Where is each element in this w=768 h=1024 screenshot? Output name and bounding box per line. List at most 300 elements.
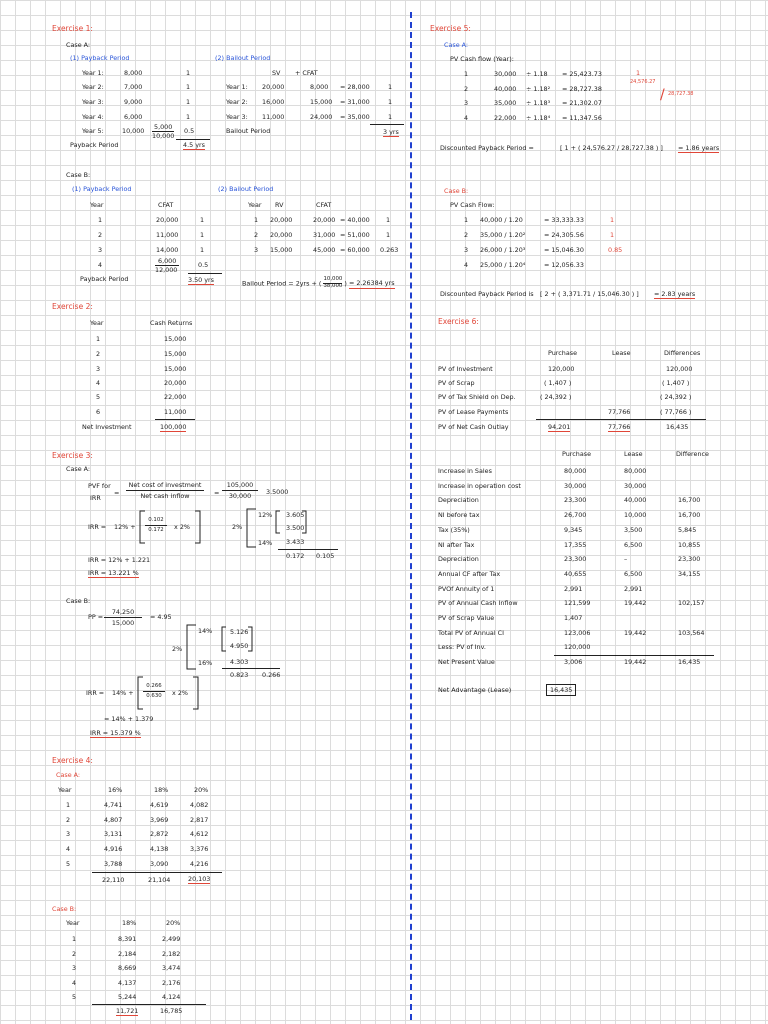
ex5-a-amount: 22,000 xyxy=(494,114,517,122)
ex6-t1-purchase: 120,000 xyxy=(548,365,575,373)
ex1-b-bail-result: = 2.26384 yrs xyxy=(348,279,395,288)
ex6-t1-lease: 77,766 xyxy=(608,408,631,416)
ex2-header-year: Year xyxy=(90,319,104,327)
ex4-a-cell: 4,612 xyxy=(190,830,209,838)
ex6-t2-lease: 19,442 xyxy=(624,599,647,607)
ex5-a-year: 2 xyxy=(464,85,469,93)
page-divider xyxy=(410,12,412,1020)
ex5-a-dpp-label: Discounted Payback Period = xyxy=(440,144,534,152)
ex3-b-rate: 16% xyxy=(198,659,213,667)
ex6-t1-lease: 77,766 xyxy=(608,423,631,431)
ex1-b-portion: 1 xyxy=(200,231,205,239)
ex3-a-rate-two: 2% xyxy=(232,523,243,531)
ex6-t2-label: Depreciation xyxy=(438,496,479,504)
ex6-t2-lease: 2,991 xyxy=(624,585,643,593)
ex3-b-pv-value: 4.303 xyxy=(230,658,249,666)
ex1-a-row-portion: 1 xyxy=(186,69,191,77)
ex6-t1-diff: 120,000 xyxy=(666,365,693,373)
ex3-a-frac2-den: 30,000 xyxy=(228,492,252,500)
ex3-a-irr-num: 0.102 xyxy=(148,517,164,523)
ex6-t2-label: Less: PV of Inv. xyxy=(438,643,486,651)
ex1-b-year: 3 xyxy=(98,246,103,254)
ex6-t2-lease: 19,442 xyxy=(624,658,647,666)
ex1-a-bail-row-label: Year 1: xyxy=(226,83,248,91)
ex3-a-diff: 0.172 xyxy=(286,552,305,560)
ex6-t2-lease: 6,500 xyxy=(624,570,643,578)
ex6-t2-diff: 34,155 xyxy=(678,570,701,578)
ex1-a-bail-cf: 15,000 xyxy=(310,98,333,106)
ex1-b-bail-formula-b: ) xyxy=(344,279,347,288)
ex1-a-row-value: 10,000 xyxy=(122,127,145,135)
ex1-b-bail-cfat: 31,000 xyxy=(313,231,336,239)
ex1-a-row-portion: 1 xyxy=(186,98,191,106)
ex4-case-a-label: Case A: xyxy=(56,771,81,779)
ex3-b-bracket-right xyxy=(192,676,200,710)
ex3-b-irr-den: 0.630 xyxy=(146,693,162,699)
ex4-a-cell: 4,082 xyxy=(190,801,209,809)
ex6-t2-purchase: 26,700 xyxy=(564,511,587,519)
ex5-b-pv: = 15,046.30 xyxy=(544,246,584,254)
ex4-b-cell: 8,669 xyxy=(118,964,137,972)
ex6-t2-label: Depreciation xyxy=(438,555,479,563)
ex6-t1-label: PV of Scrap xyxy=(438,379,475,387)
ex5-a-pv: = 28,727.38 xyxy=(562,85,602,93)
ex6-t2-purchase: 30,000 xyxy=(564,482,587,490)
ex5-b-year: 2 xyxy=(464,231,469,239)
ex5-case-a-label: Case A: xyxy=(444,41,469,49)
ex6-t2-purchase: 121,599 xyxy=(564,599,591,607)
ex6-t1-header: Lease xyxy=(612,349,631,357)
ex4-a-year: 4 xyxy=(66,845,71,853)
ex6-adv-label: Net Advantage (Lease) xyxy=(438,686,512,694)
ex1-b-header-year: Year xyxy=(90,201,104,209)
ex3-a-irr-tail: x 2% xyxy=(174,523,190,531)
ex4-a-year: 2 xyxy=(66,816,71,824)
ex3-a-bracket-right xyxy=(194,510,202,544)
ex1-a-row-value: 7,000 xyxy=(124,83,143,91)
ex1-b-bail-portion: 0.263 xyxy=(380,246,399,254)
ex6-t2-label: PV of Annual Cash Inflow xyxy=(438,599,518,607)
ex4-title: Exercise 4: xyxy=(52,756,93,765)
ex5-b-mark: 1 xyxy=(610,231,615,239)
ex6-t1-header: Differences xyxy=(664,349,701,357)
ex4-b-header: 20% xyxy=(166,919,181,927)
ex3-a-frac2-num: 105,000 xyxy=(226,481,254,489)
ex1-b-bail-header-cfat: CFAT xyxy=(316,201,332,209)
ex6-t2-diff: 102,157 xyxy=(678,599,705,607)
ex5-a-year: 1 xyxy=(464,70,469,78)
ex1-a-row-portion: 0.5 xyxy=(184,127,195,135)
ex1-b-bail-total: = 60,000 xyxy=(340,246,370,254)
ex3-b-irr-num: 0.266 xyxy=(146,683,162,689)
ex2-header-cash: Cash Returns xyxy=(150,319,193,327)
ex2-year: 2 xyxy=(96,350,101,358)
ex4-a-cell: 3,969 xyxy=(150,816,169,824)
ex1-a-bail-row-label: Year 3: xyxy=(226,113,248,121)
ex1-a-bail-sv: 20,000 xyxy=(262,83,285,91)
ex4-b-header: Year xyxy=(66,919,80,927)
ex3-b-diff: 0.266 xyxy=(262,671,281,679)
ex1-a-payback-heading: (1) Payback Period xyxy=(70,54,130,62)
ex6-t2-header: Purchase xyxy=(562,450,592,458)
ex4-b-cell: 2,182 xyxy=(162,950,181,958)
ex3-a-diff: 0.105 xyxy=(316,552,335,560)
ex1-a-bail-portion: 1 xyxy=(388,113,393,121)
ex6-t1-label: PV of Net Cash Outlay xyxy=(438,423,509,431)
ex2-year: 4 xyxy=(96,379,101,387)
ex4-case-b-label: Case B: xyxy=(52,905,77,913)
ex4-b-total: 16,785 xyxy=(160,1007,183,1015)
ex1-b-bail-cfat: 45,000 xyxy=(313,246,336,254)
ex5-b-year: 3 xyxy=(464,246,469,254)
ex5-a-amount: 40,000 xyxy=(494,85,517,93)
ex3-a-irr-base: 12% + xyxy=(114,523,136,531)
ex3-a-irr-line1: IRR = 12% + 1.221 xyxy=(88,556,151,564)
ex2-title: Exercise 2: xyxy=(52,302,93,311)
ex3-case-b-label: Case B: xyxy=(66,597,91,605)
ex6-t2-purchase: 123,006 xyxy=(564,629,591,637)
ex2-net-value: 100,000 xyxy=(160,423,187,431)
ex5-b-pv: = 12,056.33 xyxy=(544,261,584,269)
ex1-b-bail-rv: 20,000 xyxy=(270,231,293,239)
ex6-t2-total-rule xyxy=(554,655,714,656)
ex3-b-pp-num: 74,250 xyxy=(111,608,135,616)
ex3-a-rate: 14% xyxy=(258,539,273,547)
ex5-b-dpp-label: Discounted Payback Period is xyxy=(440,290,534,298)
ex6-t2-label: Total PV of Annual CI xyxy=(438,629,504,637)
ex1-b-portion: 1 xyxy=(200,246,205,254)
ex1-b-bail-formula-den: 38,000 xyxy=(323,282,343,289)
ex1-a-bail-portion: 1 xyxy=(388,83,393,91)
ex3-b-pv-value: 4.950 xyxy=(230,642,249,650)
ex4-b-cell: 4,137 xyxy=(118,979,137,987)
ex4-b-total: 11,721 xyxy=(116,1007,139,1015)
ex1-b-bail-header-year: Year xyxy=(248,201,262,209)
ex3-title: Exercise 3: xyxy=(52,451,93,460)
ex3-b-irr-line1: = 14% + 1.379 xyxy=(104,715,154,723)
ex6-title: Exercise 6: xyxy=(438,317,479,326)
ex3-a-frac1-num: Net cost of investment xyxy=(128,481,202,489)
ex4-a-cell: 2,872 xyxy=(150,830,169,838)
ex3-a-pv-value: 3.500 xyxy=(286,524,305,532)
ex6-t2-label: Annual CF after Tax xyxy=(438,570,501,578)
ex4-b-year: 1 xyxy=(72,935,77,943)
ex6-t2-purchase: 1,407 xyxy=(564,614,583,622)
ex4-b-year: 2 xyxy=(72,950,77,958)
ex1-b-bail-total: = 40,000 xyxy=(340,216,370,224)
ex1-b-header-cfat: CFAT xyxy=(158,201,174,209)
ex5-a-mark: 1 xyxy=(636,69,641,77)
ex1-a-bailout-heading: (2) Bailout Period xyxy=(215,54,271,62)
ex5-a-dpp-formula: [ 1 + ( 24,576.27 / 28,727.38 ) ] xyxy=(560,144,663,152)
ex5-a-year: 3 xyxy=(464,99,469,107)
ex3-a-result: 3.5000 xyxy=(266,488,289,496)
ex1-b-frac-numerator: 6,000 xyxy=(158,257,177,265)
ex5-a-pv: = 11,347.56 xyxy=(562,114,602,122)
ex5-a-divisor: ÷ 1.18 xyxy=(526,70,548,78)
ex5-case-b-label: Case B: xyxy=(444,187,469,195)
ex3-b-bracket-left xyxy=(136,676,144,710)
ex1-title: Exercise 1: xyxy=(52,24,93,33)
ex3-a-frac1-den: Net cash inflow xyxy=(140,492,190,500)
ex1-a-row-portion: 1 xyxy=(186,83,191,91)
ex1-b-bailout-heading: (2) Bailout Period xyxy=(218,185,274,193)
ex5-b-heading: PV Cash Flow: xyxy=(450,201,495,209)
ex4-a-header: 20% xyxy=(194,786,209,794)
ex1-case-a-label: Case A: xyxy=(66,41,91,49)
ex1-a-row-value: 8,000 xyxy=(124,69,143,77)
ex1-a-bail-label: Bailout Period xyxy=(226,127,271,135)
ex4-b-cell: 2,184 xyxy=(118,950,137,958)
ex6-t1-label: PV of Investment xyxy=(438,365,493,373)
ex2-cash: 15,000 xyxy=(164,350,187,358)
ex1-b-bail-rv: 20,000 xyxy=(270,216,293,224)
ex6-t2-lease: 19,442 xyxy=(624,629,647,637)
ex1-b-bail-year: 1 xyxy=(254,216,259,224)
ex5-b-year: 4 xyxy=(464,261,469,269)
ex3-a-irr-line2: IRR = 13.221 % xyxy=(88,569,139,577)
ex3-b-pp-result: = 4.95 xyxy=(150,613,172,621)
ex6-t1-label: PV of Lease Payments xyxy=(438,408,509,416)
ex6-t2-diff: 16,700 xyxy=(678,511,701,519)
ex3-b-irr-tail: x 2% xyxy=(172,689,188,697)
ex2-year: 6 xyxy=(96,408,101,416)
ex2-year: 1 xyxy=(96,335,101,343)
ex3-case-a-label: Case A: xyxy=(66,465,91,473)
ex1-a-bail-sv: 16,000 xyxy=(262,98,285,106)
ex6-t2-lease: 80,000 xyxy=(624,467,647,475)
ex4-a-total: 21,104 xyxy=(148,876,171,884)
ex3-a-pvf-label: PVF for xyxy=(88,482,111,490)
ex6-t2-purchase: 40,655 xyxy=(564,570,587,578)
ex4-a-cell: 3,376 xyxy=(190,845,209,853)
ex1-a-payback-result: 4.5 yrs xyxy=(183,141,205,149)
ex6-t1-diff: ( 1,407 ) xyxy=(662,379,690,387)
ex6-t2-label: Tax (35%) xyxy=(438,526,470,534)
ex4-a-year: 1 xyxy=(66,801,71,809)
ex6-t2-purchase: 2,991 xyxy=(564,585,583,593)
ex6-t1-diff: ( 24,392 ) xyxy=(660,393,692,401)
ex6-t1-purchase: 94,201 xyxy=(548,423,571,431)
ex4-b-cell: 5,244 xyxy=(118,993,137,1001)
ex1-b-bail-year: 2 xyxy=(254,231,259,239)
ex4-a-cell: 4,216 xyxy=(190,860,209,868)
ex6-t2-purchase: 9,345 xyxy=(564,526,583,534)
ex1-b-bail-formula-num: 10,000 xyxy=(323,276,343,282)
ex4-b-cell: 2,499 xyxy=(162,935,181,943)
ex5-a-divisor: ÷ 1.18³ xyxy=(526,99,551,107)
ex6-t2-diff: 16,700 xyxy=(678,496,701,504)
ex4-a-header: 18% xyxy=(154,786,169,794)
ex4-b-header: 18% xyxy=(122,919,137,927)
ex1-b-payback-label: Payback Period xyxy=(80,275,129,283)
ex1-a-row-label: Year 4: xyxy=(82,113,104,121)
ex4-a-cell: 3,090 xyxy=(150,860,169,868)
ex6-t2-lease: 6,500 xyxy=(624,541,643,549)
ex1-a-row-value: 9,000 xyxy=(124,98,143,106)
ex3-b-pp-den: 15,000 xyxy=(111,619,135,627)
ex6-t2-lease: 30,000 xyxy=(624,482,647,490)
ex2-net-label: Net Investment xyxy=(82,423,132,431)
ex5-b-dpp-formula: [ 2 + ( 3,371.71 / 15,046.30 ) ] xyxy=(540,290,639,298)
ex6-t1-purchase: ( 24,392 ) xyxy=(540,393,572,401)
ex2-cash: 15,000 xyxy=(164,365,187,373)
ex1-a-frac-denominator: 10,000 xyxy=(152,132,175,140)
ex3-b-pp-label: PP = xyxy=(88,613,104,621)
ex4-a-cell: 3,788 xyxy=(104,860,123,868)
ex1-a-row-label: Year 2: xyxy=(82,83,104,91)
ex6-t2-diff: 23,300 xyxy=(678,555,701,563)
ex6-t2-purchase: 17,355 xyxy=(564,541,587,549)
ex1-a-bail-header-cfat: + CFAT xyxy=(295,69,318,77)
ex6-t2-lease: 10,000 xyxy=(624,511,647,519)
ex1-b-year: 1 xyxy=(98,216,103,224)
ex1-a-payback-label: Payback Period xyxy=(70,141,119,149)
ex5-b-expr: 40,000 / 1.20 xyxy=(480,216,523,224)
ex6-t2-purchase: 23,300 xyxy=(564,496,587,504)
ex4-b-year: 3 xyxy=(72,964,77,972)
ex3-b-irr-line2: IRR = 15.379 % xyxy=(90,729,141,737)
ex6-t2-label: Increase in Sales xyxy=(438,467,492,475)
ex6-t1-diff: 16,435 xyxy=(666,423,689,431)
ex1-a-row-value: 6,000 xyxy=(124,113,143,121)
ex1-b-bail-portion: 1 xyxy=(386,231,391,239)
ex3-a-irr-eq: IRR = xyxy=(88,523,107,531)
ex1-a-frac-numerator: 5,000 xyxy=(154,123,173,131)
ex2-year: 3 xyxy=(96,365,101,373)
ex3-a-pv-value: 3.605 xyxy=(286,511,305,519)
ex6-adv-value: 16,435 xyxy=(546,684,576,696)
ex6-t2-purchase: 80,000 xyxy=(564,467,587,475)
ex3-a-irr-den: 0.172 xyxy=(148,527,164,533)
ex3-b-irr-base: 14% + xyxy=(112,689,134,697)
ex5-a-side-num: 24,576.27 xyxy=(630,79,656,85)
ex6-t2-label: PVOf Annuity of 1 xyxy=(438,585,495,593)
ex5-a-pv: = 21,302.07 xyxy=(562,99,602,107)
ex5-a-amount: 30,000 xyxy=(494,70,517,78)
ex1-b-year: 4 xyxy=(98,261,103,269)
ex6-t2-diff: 103,564 xyxy=(678,629,705,637)
ex1-b-payback-result: 3.50 yrs xyxy=(188,276,214,284)
ex4-a-header: Year xyxy=(58,786,72,794)
ex1-case-b-label: Case B: xyxy=(66,171,91,179)
ex4-b-cell: 8,391 xyxy=(118,935,137,943)
ex1-b-bail-formula-a: Bailout Period = 2yrs + ( xyxy=(242,279,322,288)
ex5-a-side-den: 28,727.38 xyxy=(668,91,694,97)
ex3-a-outer-bracket xyxy=(244,508,258,548)
ex1-a-bail-total: = 28,000 xyxy=(340,83,370,91)
ex4-a-cell: 4,619 xyxy=(150,801,169,809)
ex4-a-cell: 4,916 xyxy=(104,845,123,853)
ex6-t2-header: Difference xyxy=(676,450,709,458)
ex6-t1-purchase: ( 1,407 ) xyxy=(544,379,572,387)
ex5-a-divisor: ÷ 1.18² xyxy=(526,85,551,93)
ex4-a-cell: 3,131 xyxy=(104,830,123,838)
ex4-b-year: 4 xyxy=(72,979,77,987)
ex6-t1-label: PV of Tax Shield on Dep. xyxy=(438,393,516,401)
ex1-a-bail-cf: 8,000 xyxy=(310,83,329,91)
ex1-a-bail-row-label: Year 2: xyxy=(226,98,248,106)
ex1-b-year: 2 xyxy=(98,231,103,239)
ex1-b-bail-rv: 15,000 xyxy=(270,246,293,254)
ex4-a-year: 3 xyxy=(66,830,71,838)
ex1-a-bail-portion: 1 xyxy=(388,98,393,106)
ex5-b-year: 1 xyxy=(464,216,469,224)
ex6-t2-lease: 40,000 xyxy=(624,496,647,504)
ex5-a-heading: PV Cash flow (Year): xyxy=(450,55,514,63)
ex6-t2-diff: 16,435 xyxy=(678,658,701,666)
ex2-cash: 22,000 xyxy=(164,393,187,401)
ex4-a-cell: 4,807 xyxy=(104,816,123,824)
ex2-cash: 15,000 xyxy=(164,335,187,343)
ex5-a-amount: 35,000 xyxy=(494,99,517,107)
ex6-t2-lease: – xyxy=(624,555,628,563)
ex6-t2-diff: 5,845 xyxy=(678,526,697,534)
ex3-a-irr-label: IRR xyxy=(90,494,101,502)
ex1-b-bail-portion: 1 xyxy=(386,216,391,224)
ex4-a-year: 5 xyxy=(66,860,71,868)
ex5-b-mark: 0.85 xyxy=(608,246,623,254)
ex1-a-bail-total: = 31,000 xyxy=(340,98,370,106)
ex1-a-bail-cf: 24,000 xyxy=(310,113,333,121)
ex1-b-cfat: 11,000 xyxy=(156,231,179,239)
ex4-a-cell: 2,817 xyxy=(190,816,209,824)
ex5-b-dpp-result: = 2.83 years xyxy=(654,290,696,298)
ex6-t2-purchase: 120,000 xyxy=(564,643,591,651)
ex6-t1-header: Purchase xyxy=(548,349,578,357)
ex1-a-bail-sv: 11,000 xyxy=(262,113,285,121)
ex3-b-irr-eq: IRR = xyxy=(86,689,105,697)
ex1-b-bail-header-rv: RV xyxy=(275,201,284,209)
ex1-b-payback-heading: (1) Payback Period xyxy=(72,185,132,193)
ex5-a-divisor: ÷ 1.18⁴ xyxy=(526,114,551,122)
ex3-b-diff: 0.823 xyxy=(230,671,249,679)
ex1-b-bail-year: 3 xyxy=(254,246,259,254)
ex4-a-total: 22,110 xyxy=(102,876,125,884)
ex1-b-cfat: 20,000 xyxy=(156,216,179,224)
ex1-a-bail-result: 3 yrs xyxy=(383,128,399,136)
ex4-b-year: 5 xyxy=(72,993,77,1001)
ex6-t1-diff: ( 77,766 ) xyxy=(660,408,692,416)
ex3-b-rate-two: 2% xyxy=(172,645,183,653)
ex6-t2-label: PV of Scrap Value xyxy=(438,614,495,622)
ex1-b-frac-denominator: 12,000 xyxy=(155,266,178,274)
ex1-a-row-portion: 1 xyxy=(186,113,191,121)
ex5-b-pv: = 24,305.56 xyxy=(544,231,584,239)
ex6-t2-purchase: 23,300 xyxy=(564,555,587,563)
ex6-t2-header: Lease xyxy=(624,450,643,458)
ex3-b-pv-value: 5.126 xyxy=(230,628,249,636)
ex1-a-row-label: Year 5: xyxy=(82,127,104,135)
ex4-b-cell: 4,124 xyxy=(162,993,181,1001)
ex1-b-portion: 0.5 xyxy=(198,261,209,269)
ex2-cash: 11,000 xyxy=(164,408,187,416)
ex3-a-rate: 12% xyxy=(258,511,273,519)
ex1-a-bail-total: = 35,000 xyxy=(340,113,370,121)
ex4-b-cell: 3,474 xyxy=(162,964,181,972)
ex3-a-pv-value: 3.433 xyxy=(286,538,305,546)
ex5-b-expr: 25,000 / 1.20⁴ xyxy=(480,261,526,269)
ex1-a-bail-header-sv: SV xyxy=(272,69,281,77)
ex1-b-cfat: 14,000 xyxy=(156,246,179,254)
ex4-b-cell: 2,176 xyxy=(162,979,181,987)
ex1-b-bail-formula xyxy=(242,277,395,290)
ex5-b-expr: 26,000 / 1.20³ xyxy=(480,246,526,254)
ex5-a-dpp-result: = 1.86 years xyxy=(678,144,720,152)
ex1-a-row-label: Year 1: xyxy=(82,69,104,77)
ex6-t2-lease: 3,500 xyxy=(624,526,643,534)
ex1-b-bail-total: = 51,000 xyxy=(340,231,370,239)
